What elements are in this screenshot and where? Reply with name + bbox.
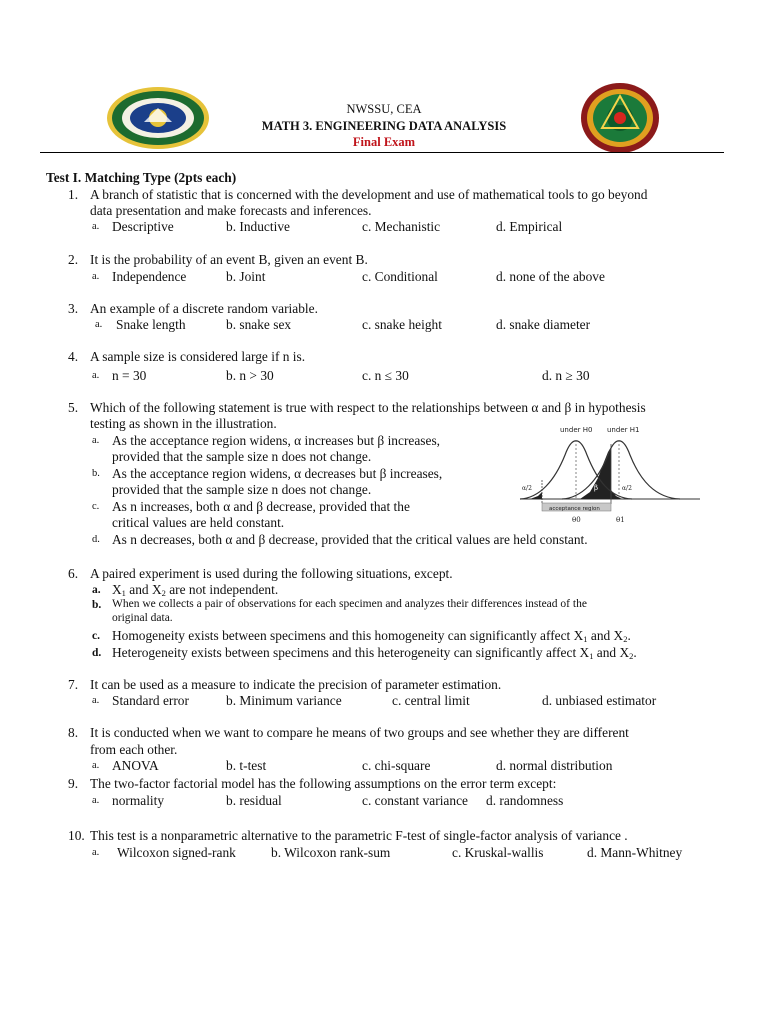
choice-c-cont: critical values are held constant. <box>112 515 285 530</box>
choice-marker: c. <box>92 501 100 512</box>
label-beta: β <box>594 484 599 492</box>
choice-a: Wilcoxon signed-rank <box>117 845 236 860</box>
choice-c: c. snake height <box>362 317 442 332</box>
choice-c: Homogeneity exists between specimens and this homogeneity can significantly affect $X_1$ and $X_2$. <box>112 628 631 644</box>
question-text: A branch of statistic that is concerned with the development and use of mathematical tools to go beyond <box>90 187 648 202</box>
choice-a: Descriptive <box>112 219 174 234</box>
choice-marker: b. <box>92 468 100 479</box>
header-divider <box>40 152 724 153</box>
choice-c: c. Mechanistic <box>362 219 441 234</box>
choice-marker: a. <box>92 370 100 381</box>
question-text: It can be used as a measure to indicate the precision of parameter estimation. <box>90 677 502 692</box>
label-acceptance: acceptance region <box>549 506 600 512</box>
course-title: MATH 3. ENGINEERING DATA ANALYSIS <box>261 119 507 133</box>
choice-b: b. snake sex <box>226 317 292 332</box>
label-theta1: θ1 <box>616 516 625 524</box>
label-theta0: θ0 <box>572 516 581 524</box>
choice-b: b. Joint <box>226 269 266 284</box>
question-text: Which of the following statement is true with respect to the relationships between α and β in hypothesis <box>90 400 646 415</box>
question-number: 10. <box>68 828 85 843</box>
choice-c: c. Kruskal-wallis <box>452 845 544 860</box>
choice-c: c. chi-square <box>362 758 431 773</box>
choice-marker: a. <box>92 695 100 706</box>
choice-a: Snake length <box>116 317 186 332</box>
choice-marker: d. <box>92 534 100 545</box>
choice-d: d. randomness <box>486 793 564 808</box>
choice-d: d. Mann-Whitney <box>587 845 683 860</box>
choice-d: d. normal distribution <box>496 758 613 773</box>
question-text: A paired experiment is used during the following situations, except. <box>90 566 453 581</box>
question-number: 4. <box>68 349 79 364</box>
choice-a: normality <box>112 793 165 808</box>
choice-b: b. Inductive <box>226 219 290 234</box>
choice-marker: c. <box>92 630 100 642</box>
choice-d: As n decreases, both α and β decrease, provided that the critical values are held constant. <box>112 532 588 547</box>
choice-a: As the acceptance region widens, α increases but β increases, <box>112 433 441 448</box>
question-number: 3. <box>68 301 79 316</box>
choice-a: Standard error <box>112 693 189 708</box>
choice-b: As the acceptance region widens, α decreases but β increases, <box>112 466 443 481</box>
choice-a: ANOVA <box>112 758 159 773</box>
question-text: A sample size is considered large if n is. <box>90 349 306 364</box>
choice-marker: a. <box>92 847 100 858</box>
label-under-h0: under H0 <box>560 426 593 434</box>
choice-b: b. residual <box>226 793 282 808</box>
question-text: It is conducted when we want to compare he means of two groups and see whether they are different <box>90 725 629 740</box>
question-text: data presentation and make forecasts and inferences. <box>90 203 372 218</box>
question-number: 9. <box>68 776 79 791</box>
choice-b-cont: original data. <box>112 612 173 624</box>
hypothesis-figure <box>510 420 704 526</box>
choice-marker: a. <box>92 271 100 282</box>
choice-b: b. n > 30 <box>226 368 274 383</box>
question-text: This test is a nonparametric alternative to the parametric F-test of single-factor analysis of variance . <box>90 828 628 843</box>
question-number: 8. <box>68 725 79 740</box>
institution-name: NWSSU, CEA <box>346 102 422 116</box>
choice-c: c. constant variance <box>362 793 468 808</box>
test-title: Test I. Matching Type (2pts each) <box>46 170 237 185</box>
choice-d: d. snake diameter <box>496 317 591 332</box>
choice-c: c. n ≤ 30 <box>362 368 409 383</box>
choice-marker: a. <box>92 760 100 771</box>
question-text: An example of a discrete random variable. <box>90 301 318 316</box>
choice-a-cont: provided that the sample size n does not change. <box>112 449 372 464</box>
choice-d: d. n ≥ 30 <box>542 368 590 383</box>
choice-b: When we collects a pair of observations for each specimen and analyzes their differences instead of the <box>112 598 587 610</box>
question-number: 2. <box>68 252 79 267</box>
exam-title: Final Exam <box>352 135 416 149</box>
choice-b: b. t-test <box>226 758 267 773</box>
choice-marker: d. <box>92 647 102 659</box>
label-alpha-half: α/2 <box>522 485 532 492</box>
question-number: 1. <box>68 187 79 202</box>
choice-b-cont: provided that the sample size n does not change. <box>112 482 372 497</box>
choice-d: d. none of the above <box>496 269 605 284</box>
choice-c: c. central limit <box>392 693 470 708</box>
choice-marker: b. <box>92 599 102 611</box>
choice-a: n = 30 <box>112 368 147 383</box>
label-alpha-half-right: α/2 <box>622 485 632 492</box>
choice-a: $X_1$ and $X_2$ are not independent. <box>112 582 279 598</box>
question-text: from each other. <box>90 742 178 757</box>
choice-b: b. Wilcoxon rank-sum <box>271 845 391 860</box>
choice-d: d. unbiased estimator <box>542 693 657 708</box>
choice-marker: a. <box>92 221 100 232</box>
choice-marker: a. <box>92 435 100 446</box>
choice-c: As n increases, both α and β decrease, provided that the <box>112 499 410 514</box>
question-text: It is the probability of an event B, given an event B. <box>90 252 368 267</box>
choice-c: c. Conditional <box>362 269 438 284</box>
choice-d: d. Empirical <box>496 219 563 234</box>
choice-marker: a. <box>92 795 100 806</box>
question-number: 6. <box>68 566 79 581</box>
choice-marker: a. <box>92 584 101 596</box>
question-text: The two-factor factorial model has the following assumptions on the error term except: <box>90 776 557 791</box>
choice-d: Heterogeneity exists between specimens and this heterogeneity can significantly affect $X_1$ and $X_2$. <box>112 645 637 661</box>
question-text: testing as shown in the illustration. <box>90 416 277 431</box>
question-number: 5. <box>68 400 79 415</box>
question-number: 7. <box>68 677 79 692</box>
choice-marker: a. <box>95 319 103 330</box>
choice-b: b. Minimum variance <box>226 693 342 708</box>
choice-a: Independence <box>112 269 187 284</box>
label-under-h1: under H1 <box>607 426 640 434</box>
